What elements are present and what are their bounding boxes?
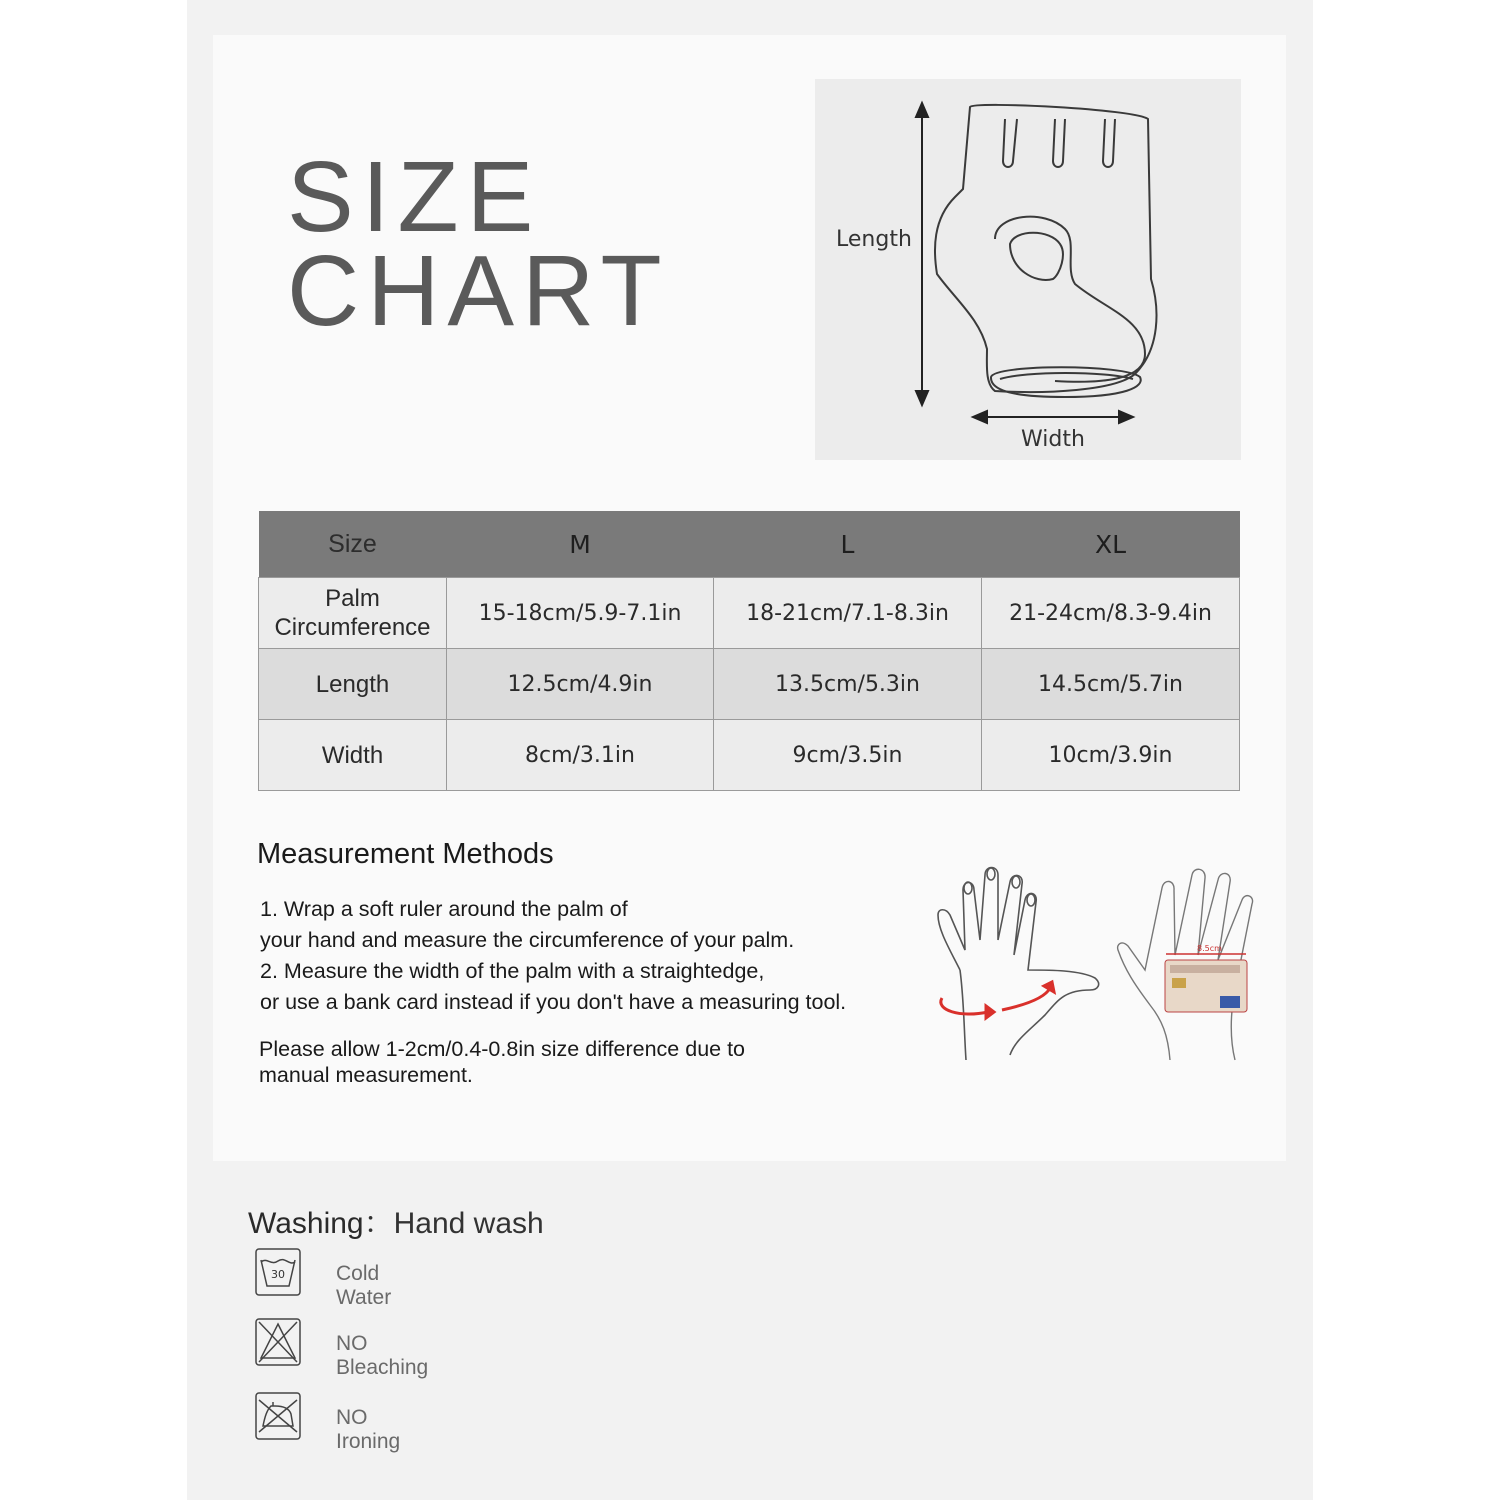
card-width-label: 8.5cm (1197, 944, 1222, 953)
table-row (259, 720, 1240, 791)
table-row (259, 649, 1240, 720)
washing-separator: ： (363, 1207, 394, 1240)
table-header-row (259, 511, 1240, 578)
header-size: Size (259, 511, 447, 578)
step-line: or use a bank card instead if you don't have a measuring tool. (260, 990, 847, 1014)
table-cell: 12.5cm/4.9in (447, 649, 714, 720)
measure-arrow-icon (941, 982, 1054, 1018)
title-line-1: SIZE (287, 141, 542, 253)
care-label: NO Ironing (336, 1406, 401, 1453)
bank-card-icon (1165, 954, 1247, 1012)
table-row (259, 578, 1240, 649)
care-label: NO Bleaching (336, 1332, 429, 1379)
table-cell: 9cm/3.5in (714, 720, 982, 791)
care-label: Cold Water (336, 1262, 392, 1309)
row-label-palm (259, 578, 447, 649)
table-cell: 15-18cm/5.9-7.1in (447, 578, 714, 649)
measurement-note (259, 1036, 859, 1088)
table-cell: 14.5cm/5.7in (982, 649, 1240, 720)
length-label: Length (836, 227, 912, 252)
row-label-length: Length (259, 649, 447, 720)
note-line: Please allow 1-2cm/0.4-0.8in size difference due to (259, 1037, 746, 1061)
table-cell: 13.5cm/5.3in (714, 649, 982, 720)
header-xl: XL (982, 511, 1240, 578)
washing-label: Washing (248, 1207, 364, 1240)
width-arrow-icon (973, 411, 1133, 423)
title-line-2: CHART (287, 235, 670, 347)
step-line: 2. Measure the width of the palm with a straightedge, (260, 959, 765, 983)
row-label-palm-line2: Circumference (274, 614, 431, 641)
washing-heading (248, 1198, 544, 1242)
table-cell: 21-24cm/8.3-9.4in (982, 578, 1240, 649)
table-cell: 8cm/3.1in (447, 720, 714, 791)
hand-illustrations (930, 860, 1260, 1075)
wash-temp-label: 30 (271, 1268, 285, 1281)
length-arrow-icon (916, 103, 928, 405)
table-cell: 10cm/3.9in (982, 720, 1240, 791)
measurement-steps (260, 894, 940, 1018)
no-iron-icon (255, 1392, 301, 1440)
table-cell: 18-21cm/7.1-8.3in (714, 578, 982, 649)
hand-measure-icon (930, 860, 1260, 1070)
page-title (287, 141, 670, 347)
size-table (258, 511, 1240, 791)
measurement-methods-title: Measurement Methods (257, 838, 554, 870)
width-label: Width (1021, 427, 1085, 452)
glove-diagram (815, 79, 1241, 460)
washing-value: Hand wash (393, 1207, 544, 1240)
note-line: manual measurement. (259, 1063, 473, 1087)
no-bleach-icon (255, 1318, 301, 1366)
header-m: M (447, 511, 714, 578)
step-line: 1. Wrap a soft ruler around the palm of (260, 897, 628, 921)
glove-outline-icon (815, 79, 1241, 460)
row-label-palm-line1: Palm (325, 585, 380, 612)
step-line: your hand and measure the circumference of your palm. (260, 928, 795, 952)
wash-30-icon (255, 1248, 301, 1296)
row-label-width: Width (259, 720, 447, 791)
header-l: L (714, 511, 982, 578)
